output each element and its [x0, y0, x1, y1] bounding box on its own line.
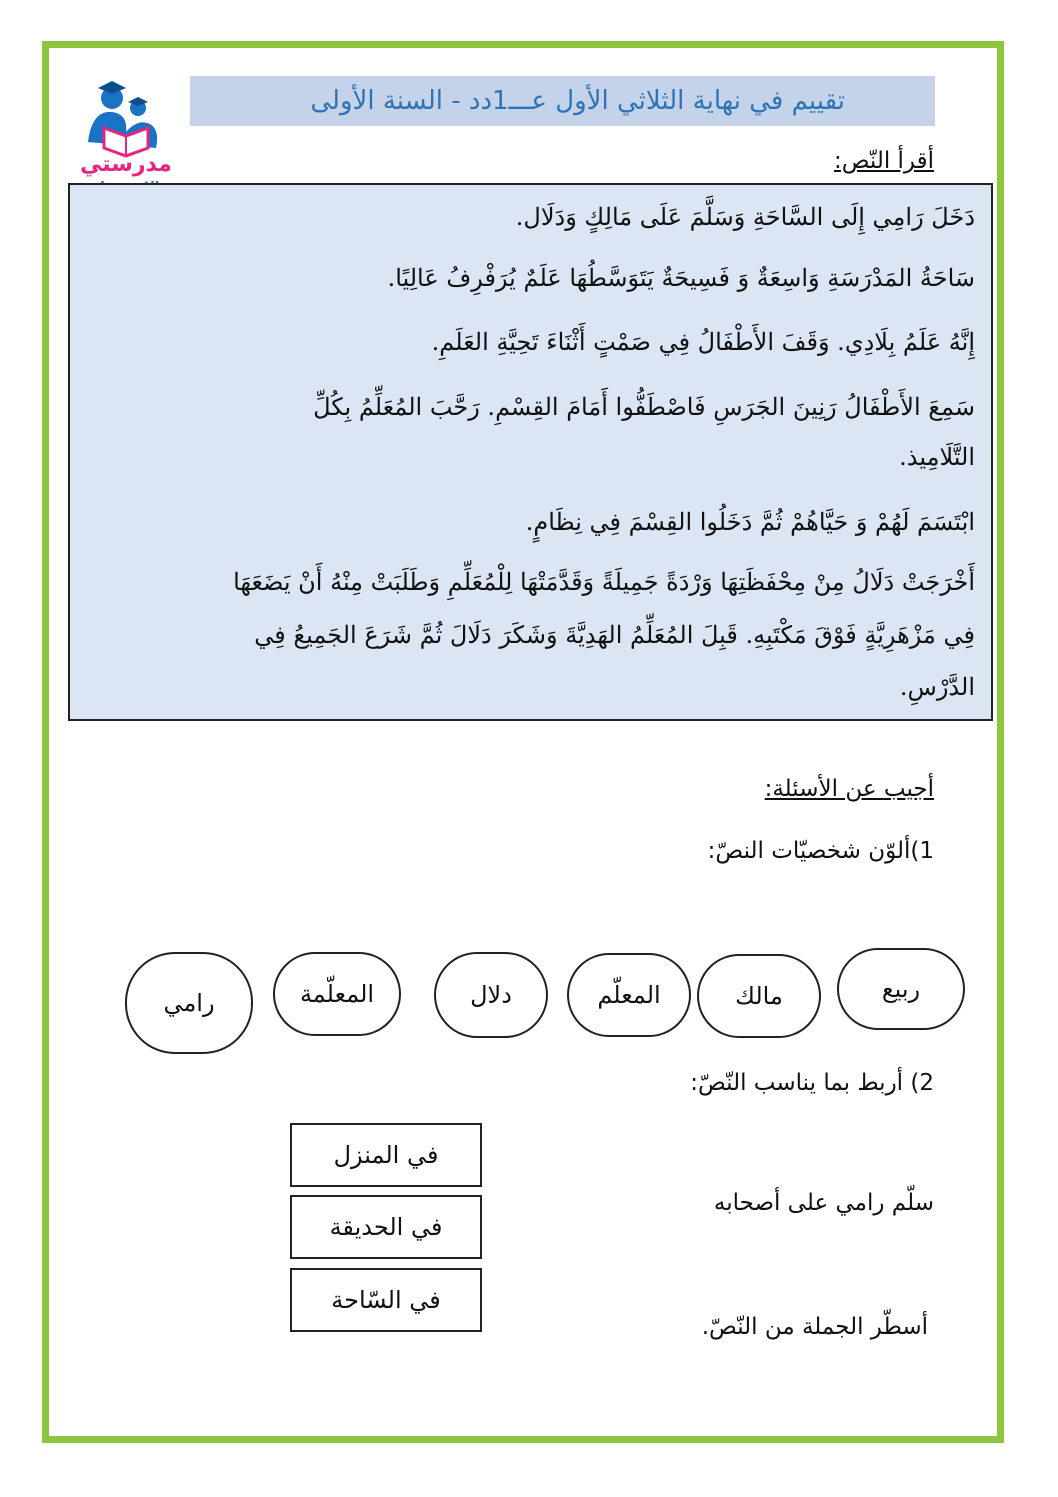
paragraph-line: التَّلَامِيذ. — [899, 443, 975, 471]
questions-heading: أجيب عن الأسئلة: — [764, 776, 934, 802]
paragraph-line: إِنَّهُ عَلَمُ بِلَادِي. وَقَفَ الأَطْفَالُ فِي صَمْتٍ أَثْنَاءَ تَحِيَّةِ العَلَمِ. — [431, 328, 975, 356]
character-dalal[interactable]: دلال — [434, 952, 548, 1038]
paragraph-line: دَخَلَ رَامِي إِلَى السَّاحَةِ وَسَلَّمَ عَلَى مَالِكٍ وَدَلَال. — [515, 203, 975, 231]
paragraph-line: أَخْرَجَتْ دَلَالُ مِنْ مِحْفَظَتِهَا وَرْدَةً جَمِيلَةً وَقَدَّمَتْهَا لِلْمُعَلِّمِ وَطَلَبَتْ مِنْهُ أَنْ يَضَعَهَا — [233, 568, 975, 596]
character-teacher-male[interactable]: المعلّم — [567, 953, 691, 1037]
paragraph-line: سَاحَةُ المَدْرَسَةِ وَاسِعَةٌ وَ فَسِيحَةٌ يَتَوَسَّطُهَا عَلَمٌ يُرَفْرِفُ عَالِيًا. — [387, 264, 975, 292]
reading-text-box — [68, 183, 993, 721]
paragraph-line: فِي مَزْهَرِيَّةٍ فَوْقَ مَكْتَبِهِ. قَبِلَ المُعَلِّمُ الهَدِيَّةَ وَشَكَرَ دَلَالَ ثُمَّ شَرَعَ الجَمِيعُ فِي — [254, 621, 975, 649]
question-1: 1)ألوّن شخصيّات النصّ: — [707, 838, 934, 864]
character-rabie[interactable]: ربيع — [837, 948, 965, 1030]
page-title: تقييم في نهاية الثلاثي الأول عـــ1دد - السنة الأولى — [190, 76, 935, 126]
reading-heading: أقرأ النّص: — [833, 148, 934, 174]
question-2: 2) أربط بما يناسب النّصّ: — [690, 1070, 934, 1096]
paragraph-line: سَمِعَ الأَطْفَالُ رَنِينَ الجَرَسِ فَاصْطَفُّوا أَمَامَ القِسْمِ. رَحَّبَ المُعَلِّمُ بِكُلِّ — [313, 393, 975, 421]
option-yard[interactable]: في السّاحة — [290, 1268, 482, 1332]
option-garden[interactable]: في الحديقة — [290, 1195, 482, 1259]
question-3: أسطّر الجملة من النّصّ. — [701, 1314, 928, 1340]
option-home[interactable]: في المنزل — [290, 1123, 482, 1187]
matching-statement[interactable]: سلّم رامي على أصحابه — [713, 1190, 934, 1216]
logo-text-arabic: مدرستي — [80, 152, 172, 177]
character-rami[interactable]: رامي — [125, 952, 253, 1054]
paragraph-line: الدَّرْسِ. — [899, 673, 975, 701]
paragraph-line: ابْتَسَمَ لَهُمْ وَ حَيَّاهُمْ ثُمَّ دَخَلُوا القِسْمَ فِي نِظَامٍ. — [525, 508, 975, 536]
character-teacher-female[interactable]: المعلّمة — [273, 952, 401, 1036]
character-malek[interactable]: مالك — [697, 954, 821, 1038]
